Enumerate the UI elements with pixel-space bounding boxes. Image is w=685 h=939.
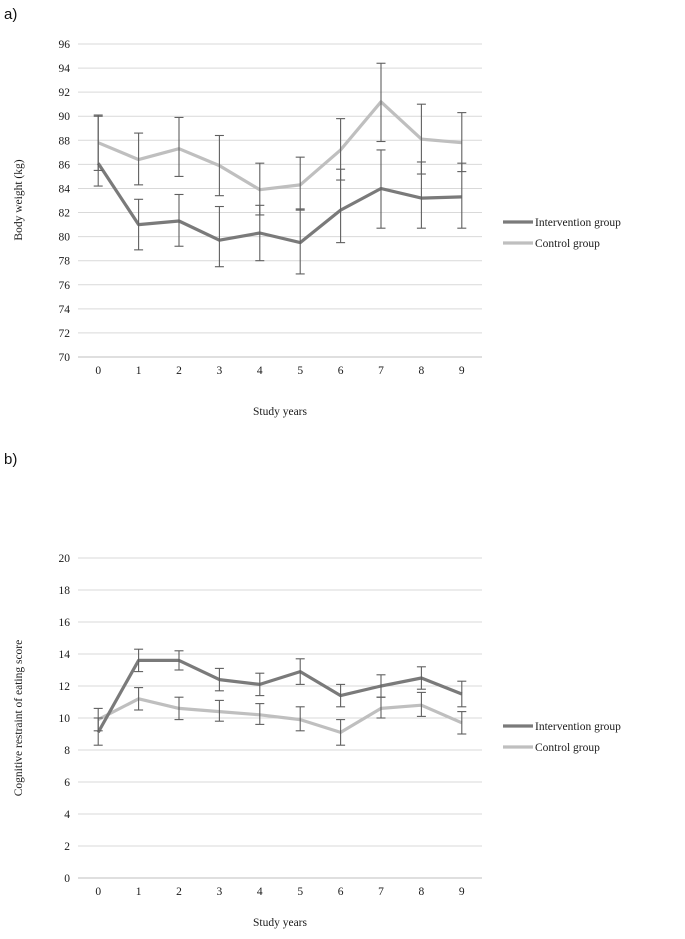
x-axis-tick-label: 8 [418,365,425,377]
chart-b-svg [0,445,685,939]
y-axis-tick-label: 94 [58,63,70,76]
y-axis-tick-label: 2 [64,841,70,853]
x-axis-title: Study years [253,406,307,418]
legend-label-control: Control group [535,742,600,754]
y-axis-tick-label: 8 [64,745,70,757]
y-axis-title: Body weight (kg) [13,159,25,241]
x-axis-tick-label: 7 [378,886,384,898]
y-axis-tick-label: 18 [58,585,70,597]
x-axis-tick-label: 4 [256,365,263,377]
panel-a-body-weight [0,0,685,445]
panel-b-cognitive-restraint [0,445,685,939]
chart-cognitive-restraint [0,445,685,939]
series-line-intervention [98,660,462,732]
error-bar [336,119,345,180]
x-axis-tick-label: 9 [458,365,465,377]
x-axis-tick-label: 2 [176,886,182,898]
y-axis-tick-label: 76 [58,279,70,292]
series-line-control [98,102,462,190]
y-axis-tick-label: 14 [58,649,70,661]
x-axis-tick-label: 3 [216,365,223,377]
x-axis-tick-label: 6 [337,365,344,377]
x-axis-tick-label: 4 [256,886,263,898]
y-axis-tick-label: 96 [58,39,70,51]
y-axis-tick-label: 72 [58,327,70,340]
y-axis-tick-label: 88 [58,135,70,148]
y-axis-title: Cognitive restraint of eating score [13,639,25,797]
y-axis-tick-label: 70 [58,352,70,364]
series-line-intervention [98,163,462,242]
panel-a-label: a) [4,6,18,23]
x-axis-title: Study years [253,917,307,929]
y-axis-tick-label: 82 [58,207,70,220]
x-axis-tick-label: 9 [458,886,465,898]
x-axis-tick-label: 8 [418,886,425,898]
x-axis-tick-label: 6 [337,886,344,898]
y-axis-tick-label: 16 [58,617,70,629]
y-axis-tick-label: 86 [58,159,70,172]
series-line-control [98,699,462,733]
legend-label-intervention: Intervention group [535,217,621,229]
y-axis-tick-label: 92 [58,87,70,100]
legend-label-control: Control group [535,238,600,250]
x-axis-tick-label: 5 [297,365,304,377]
y-axis-tick-label: 90 [58,111,70,124]
y-axis-tick-label: 80 [58,231,70,244]
x-axis-tick-label: 3 [216,886,223,898]
x-axis-tick-label: 0 [95,886,102,898]
chart-body-weight [0,0,685,445]
y-axis-tick-label: 78 [58,255,70,268]
x-axis-tick-label: 1 [135,886,142,898]
y-axis-tick-label: 20 [58,553,70,565]
x-axis-tick-label: 5 [297,886,304,898]
y-axis-tick-label: 74 [58,303,70,316]
y-axis-tick-label: 4 [64,809,70,821]
legend-label-intervention: Intervention group [535,721,621,733]
y-axis-tick-label: 0 [64,873,70,885]
panel-b-label: b) [4,451,18,468]
x-axis-tick-label: 7 [378,365,384,377]
error-bar [377,63,386,141]
x-axis-tick-label: 2 [176,365,182,377]
y-axis-tick-label: 10 [58,713,70,725]
x-axis-tick-label: 1 [135,365,142,377]
y-axis-tick-label: 12 [58,681,70,693]
error-bar [175,117,184,176]
x-axis-tick-label: 0 [95,365,102,377]
chart-a-svg [0,0,685,445]
y-axis-tick-label: 6 [64,777,70,789]
y-axis-tick-label: 84 [58,183,70,196]
